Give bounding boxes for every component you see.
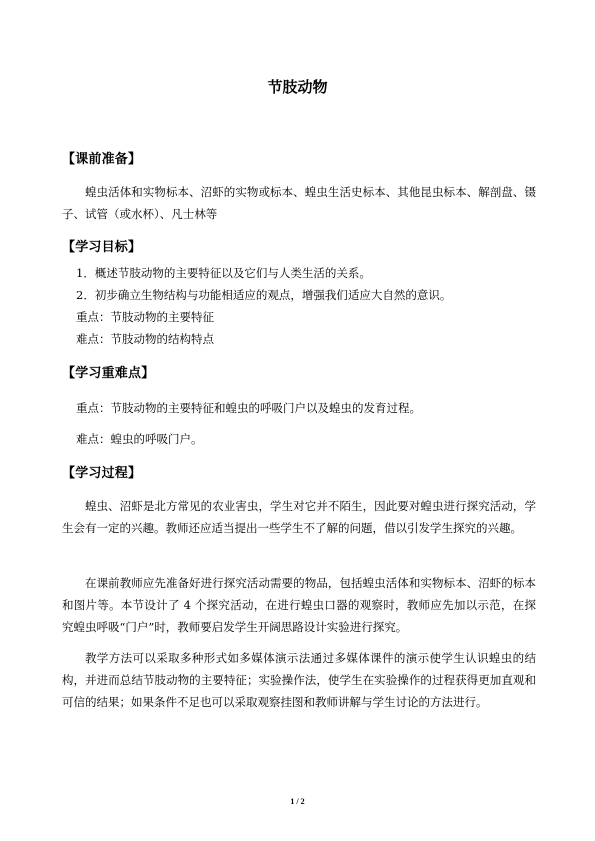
goal-item-2: 2．初步确立生物结构与功能相适应的观点，增强我们适应大自然的意识。 <box>76 288 452 302</box>
page-number: 1 / 2 <box>290 797 305 806</box>
section-heading-keypoints: 【学习重难点】 <box>62 366 155 381</box>
goal-key-point: 重点：节肢动物的主要特征 <box>76 310 214 324</box>
keypoint-item-2: 难点：蝗虫的呼吸门户。 <box>76 432 203 446</box>
section-heading-prep: 【课前准备】 <box>62 152 142 167</box>
section-heading-goals: 【学习目标】 <box>62 240 142 255</box>
goal-item-1: 1．概述节肢动物的主要特征以及它们与人类生活的关系。 <box>76 266 371 280</box>
process-paragraph-3: 教学方法可以采取多种形式如多媒体演示法通过多媒体课件的演示使学生认识蝗虫的结构，并进而总结节肢动物的主要特征；实验操作法，使学生在实验操作的过程获得更加直观和可信的结果；如果条件不足也可以采取观察挂图和教师讲解与学生讨论的方法进行。 <box>62 651 536 709</box>
process-paragraph-2: 在课前教师应先准备好进行探究活动需要的物品，包括蝗虫活体和实物标本、沼虾的标本和图片等。本节设计了 4 个探究活动，在进行蝗虫口器的观察时，教师应先加以示范，在探究蝗虫呼吸“门户”时，教师要启发学生开阔思路设计实验进行探究。 <box>62 576 536 634</box>
goal-difficult-point: 难点：节肢动物的结构特点 <box>76 332 214 346</box>
page-title: 节肢动物 <box>267 78 328 96</box>
keypoint-item-1: 重点：节肢动物的主要特征和蝗虫的呼吸门户以及蝗虫的发育过程。 <box>76 401 421 415</box>
prep-paragraph: 蝗虫活体和实物标本、沼虾的实物或标本、蝗虫生活史标本、其他昆虫标本、解剖盘、镊子、试管（或水杯）、凡士林等 <box>62 185 536 221</box>
process-paragraph-1: 蝗虫、沼虾是北方常见的农业害虫，学生对它并不陌生，因此要对蝗虫进行探究活动，学生会有一定的兴趣。教师还应适当提出一些学生不了解的问题，借以引发学生探究的兴趣。 <box>62 499 536 535</box>
section-heading-process: 【学习过程】 <box>62 466 142 481</box>
